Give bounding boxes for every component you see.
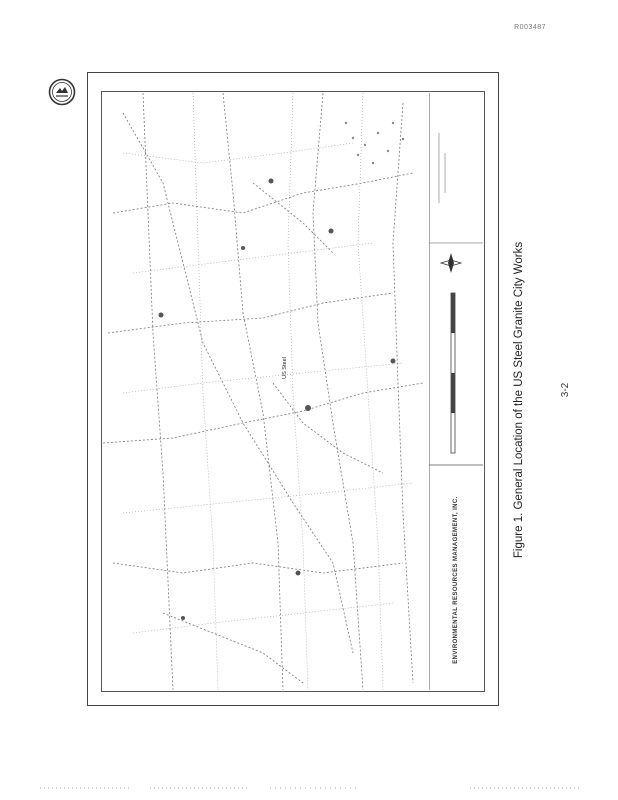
north-arrow-icon: [441, 253, 461, 273]
figure-caption: Figure 1. General Location of the US Steel Granite City Works: [513, 241, 525, 559]
company-name: ENVIRONMENTAL RESOURCES MANAGEMENT, INC.: [453, 496, 459, 664]
agency-seal-icon: [48, 78, 76, 106]
scan-artifact-dots: [40, 786, 580, 790]
scale-bar-icon: [451, 293, 455, 453]
site-label: US Steel: [282, 357, 288, 379]
road-map: [103, 93, 429, 690]
document-id: R003487: [514, 24, 546, 31]
page-number: 3-2: [560, 382, 571, 398]
